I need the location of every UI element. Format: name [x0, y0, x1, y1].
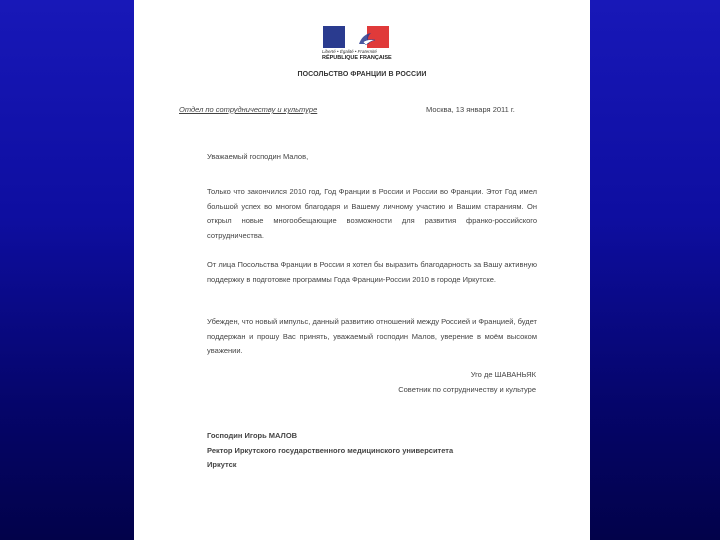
flag-icon: [323, 26, 389, 48]
embassy-heading: ПОСОЛЬСТВО ФРАНЦИИ В РОССИИ: [297, 71, 427, 78]
addressee-position: Ректор Иркутского государственного медицинского университета: [207, 445, 454, 455]
addressee-city: Иркутск: [207, 460, 237, 469]
marianne-logo-icon: [357, 30, 377, 46]
signer-title: Советник по сотрудничеству и культуре: [398, 385, 536, 394]
department-line: Отдел по сотрудничеству и культуре: [179, 105, 318, 114]
slide-background-right: [590, 0, 720, 540]
salutation: Уважаемый господин Малов,: [207, 152, 309, 161]
paragraph-2: От лица Посольства Франции в России я хотел бы выразить благодарность за Вашу активную поддержку в подготовке программы Года Франции-России 2010 в городе Иркутске.: [207, 260, 537, 284]
republic-motto: Liberté • Égalité • Fraternité: [322, 49, 377, 54]
addressee-block: [207, 429, 453, 473]
letter-date: Москва, 13 января 2011 г.: [426, 105, 515, 114]
letter-page: [134, 0, 590, 540]
addressee-name: Господин Игорь МАЛОВ: [207, 431, 298, 440]
signer-name: Уго де ШАВАНЬЯК: [470, 370, 536, 379]
republic-name: RÉPUBLIQUE FRANÇAISE: [322, 55, 392, 61]
paragraph-1: Только что закончился 2010 год, Год Франции в России и России во Франции. Этот Год имел большой успех во многом благодаря и Вашему личному участию и Вашим стараниям. Он открыл новые многообещающие возможности для развития франко-российского сотрудничества.: [207, 187, 537, 240]
republic-logo: [322, 26, 392, 62]
paragraph-3: Убежден, что новый импульс, данный развитию отношений между Россией и Францией, будет поддержан и прошу Вас принять, уважаемый господин Малов, уверение в моём высоком уважении.: [207, 317, 537, 355]
